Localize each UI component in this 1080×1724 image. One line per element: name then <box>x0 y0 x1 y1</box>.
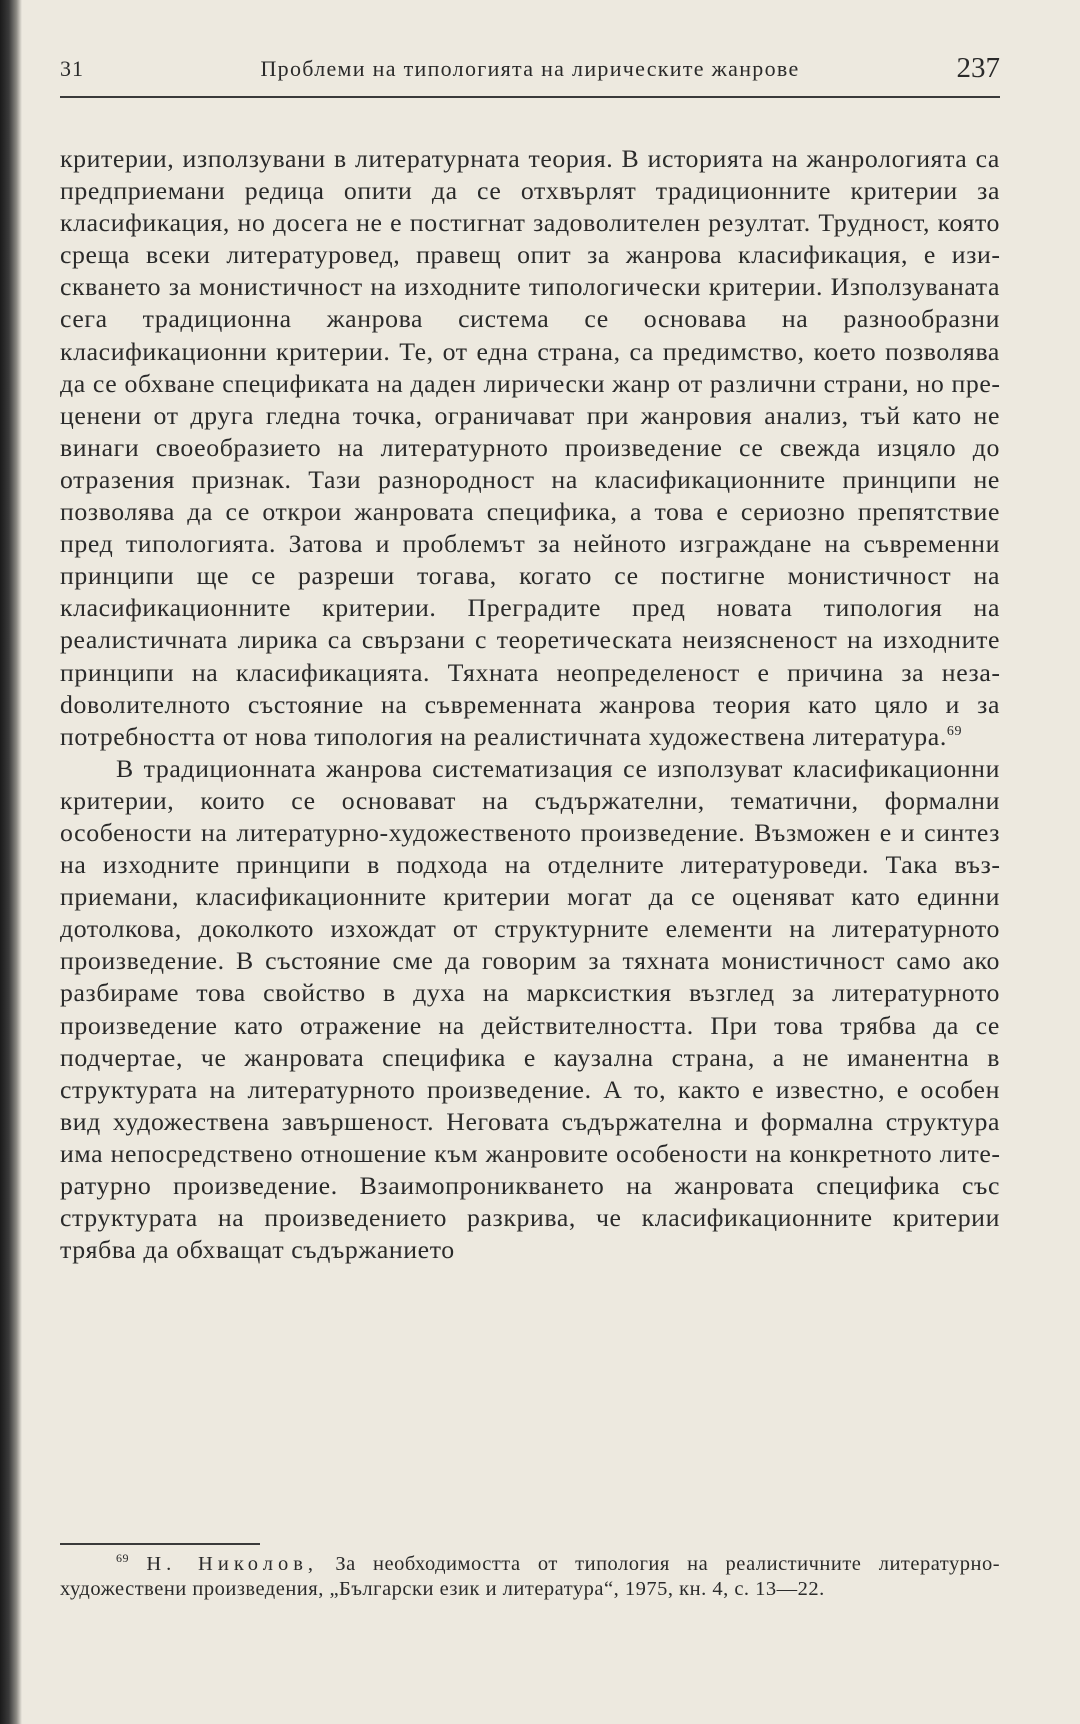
page-number: 237 <box>956 52 1000 84</box>
body-text <box>60 143 1000 1266</box>
section-number: 31 <box>60 56 84 81</box>
header-rule <box>60 96 1000 98</box>
footnote-text: За необходимостта от типология на реалистичните литературно-художествени произведения, „Български език и литература“, 1975, кн. 4, с. 13—22. <box>60 1553 1001 1600</box>
book-binding-shadow <box>0 0 22 1724</box>
paragraph-2: В традиционната жанрова систематизация се използуват класификационни критерии, които се основават на съдържателни, тематични, формални особености на литературно-художественото произведение. Възможен е и синтез на изходните принципи в подхода на отделните литературоведи. Така възприемани, класификационните критерии могат да се оценяват като единни дотолкова, доколкото изхождат от структурните елементи на литературното произведение. В състояние сме да говорим за тяхната монистичност само ако разбираме това свойство в духа на марксисткия възглед за литературното произведение като отражение на действителността. При това трябва да се подчертае, че жанровата специфика е каузална страна, а не иманентна в структурата на литературното произведение. А то, както е известно, е особен вид художествена завършеност. Неговата съдържателна и формална структура има непосредствено отношение към жанровите особености на конкретното литературно произведение. Взаимопроникването на жанровата специфика със структурата на произведението разкрива, че класификационните критерии трябва да обхващат съдържанието <box>60 753 1000 1265</box>
running-title: Проблеми на типологията на лирическите жанрове <box>260 56 800 81</box>
book-page <box>60 0 1000 1724</box>
running-head <box>60 52 1000 96</box>
footnote-rule <box>60 1543 260 1545</box>
footnote-number: 69 <box>116 1551 129 1565</box>
footnote <box>60 1552 1000 1602</box>
footnote-author: Н. Николов, <box>146 1553 319 1575</box>
paragraph-1 <box>60 143 1000 753</box>
paragraph-1-text: критерии, използувани в литературната теория. В историята на жанрологията са предприемани редица опити да се отхвърлят традиционните критерии за класификация, но досега не е постигнат задоволителен резултат. Трудност, която среща всеки литературовед, правещ опит за жанрова класификация, е изискването за монистичност на изходните типологически критерии. Използуваната сега традиционна жанрова система се основава на разнообразни класификационни критерии. Те, от една страна, са предимство, което позволява да се обхване спецификата на даден лирически жанр от различни страни, но преценени от друга гледна точка, ограничават при жанровия анализ, тъй като не винаги своеобразието на литературното произведение се свежда изцяло до отразения признак. Тази разнородност на класификационните принципи не позволява да се открои жанровата специфика, а това е сериозно препятствие пред типологията. Затова и проблемът за нейното изграждане на съвременни принципи ще се разреши тогава, когато се постигне монистичност на класификационните критерии. Преградите пред новата типология на реалистичната лирика са свързани с теоретическата неизясненост на изходните принципи на класификацията. Тяхната неопределеност е причина за незаdоволителното състояние на съвременната жанрова теория като цяло и за потребността от нова типология на реалистичната художествена литература. <box>60 144 1000 751</box>
footnote-reference: 69 <box>946 723 963 739</box>
